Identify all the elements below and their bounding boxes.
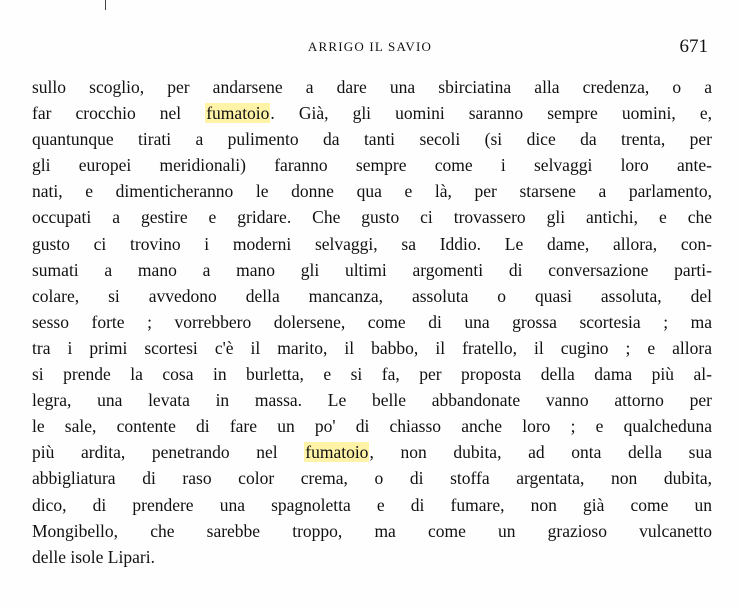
text-line (32, 465, 712, 491)
highlighted-term: fumatoio (305, 442, 369, 463)
text-line (32, 439, 712, 465)
text-line (32, 204, 712, 230)
text-segment: gli europei meridionali) faranno sempre come i selvaggi loro ante- (32, 155, 712, 176)
text-segment: colare, si avvedono della mancanza, assoluta o quasi assoluta, del (32, 285, 712, 306)
text-line (32, 152, 712, 178)
page-number: 671 (679, 36, 708, 57)
text-segment: si prende la cosa in burletta, e si fa, per proposta della dama più al- (32, 364, 712, 385)
text-segment: sullo scoglio, per andarsene a dare una sbirciatina alla credenza, o a (32, 77, 712, 97)
text-line (32, 518, 712, 544)
body-text (32, 74, 712, 570)
running-title: ARRIGO IL SAVIO (307, 39, 433, 54)
text-segment: sesso forte ; vorrebbero dolersene, come di una grossa scortesia ; ma (32, 311, 712, 332)
text-segment: le sale, contente di fare un po' di chiasso anche loro ; e qualcheduna (32, 416, 712, 437)
text-segment: far crocchio nel (32, 103, 206, 124)
text-segment: quantunque tirati a pulimento da tanti secoli (si dice da trenta, per (32, 129, 712, 150)
text-line (32, 361, 712, 387)
text-line (32, 387, 712, 413)
text-line (32, 231, 712, 257)
page-edge-mark (105, 0, 106, 10)
text-segment: sumati a mano a mano gli ultimi argomenti di conversazione parti- (32, 259, 712, 280)
text-segment: tra i primi scortesi c'è il marito, il babbo, il fratello, il cugino ; e allora (32, 337, 712, 358)
text-segment: abbigliatura di raso color crema, o di stoffa argentata, non dubita, (32, 468, 712, 489)
text-segment: legra, una levata in massa. Le belle abbandonate vanno attorno per (32, 390, 712, 411)
page-header (32, 36, 708, 62)
text-segment: . Già, gli uomini saranno sempre uomini, e, (270, 103, 712, 124)
text-segment: , non dubita, ad onta della sua (369, 442, 712, 463)
text-line (32, 257, 712, 283)
text-line (32, 544, 712, 570)
text-segment: Mongibello, che sarebbe troppo, ma come un grazioso vulcanetto (32, 520, 712, 541)
text-segment: gusto ci trovino i moderni selvaggi, sa Iddio. Le dame, allora, con- (32, 233, 712, 254)
text-segment: delle isole Lipari. (32, 546, 155, 567)
text-line (32, 283, 712, 309)
text-line (32, 100, 712, 126)
text-segment: occupati a gestire e gridare. Che gusto ci trovassero gli antichi, e che (32, 207, 712, 228)
text-line (32, 126, 712, 152)
text-segment: più ardita, penetrando nel (32, 442, 305, 463)
text-segment: nati, e dimenticheranno le donne qua e là, per starsene a parlamento, (32, 181, 712, 202)
text-line (32, 492, 712, 518)
text-line (32, 74, 712, 100)
text-line (32, 309, 712, 335)
text-line (32, 178, 712, 204)
highlighted-term: fumatoio (206, 103, 270, 124)
text-line (32, 335, 712, 361)
text-line (32, 413, 712, 439)
text-segment: dico, di prendere una spagnoletta e di fumare, non già come un (32, 494, 712, 515)
